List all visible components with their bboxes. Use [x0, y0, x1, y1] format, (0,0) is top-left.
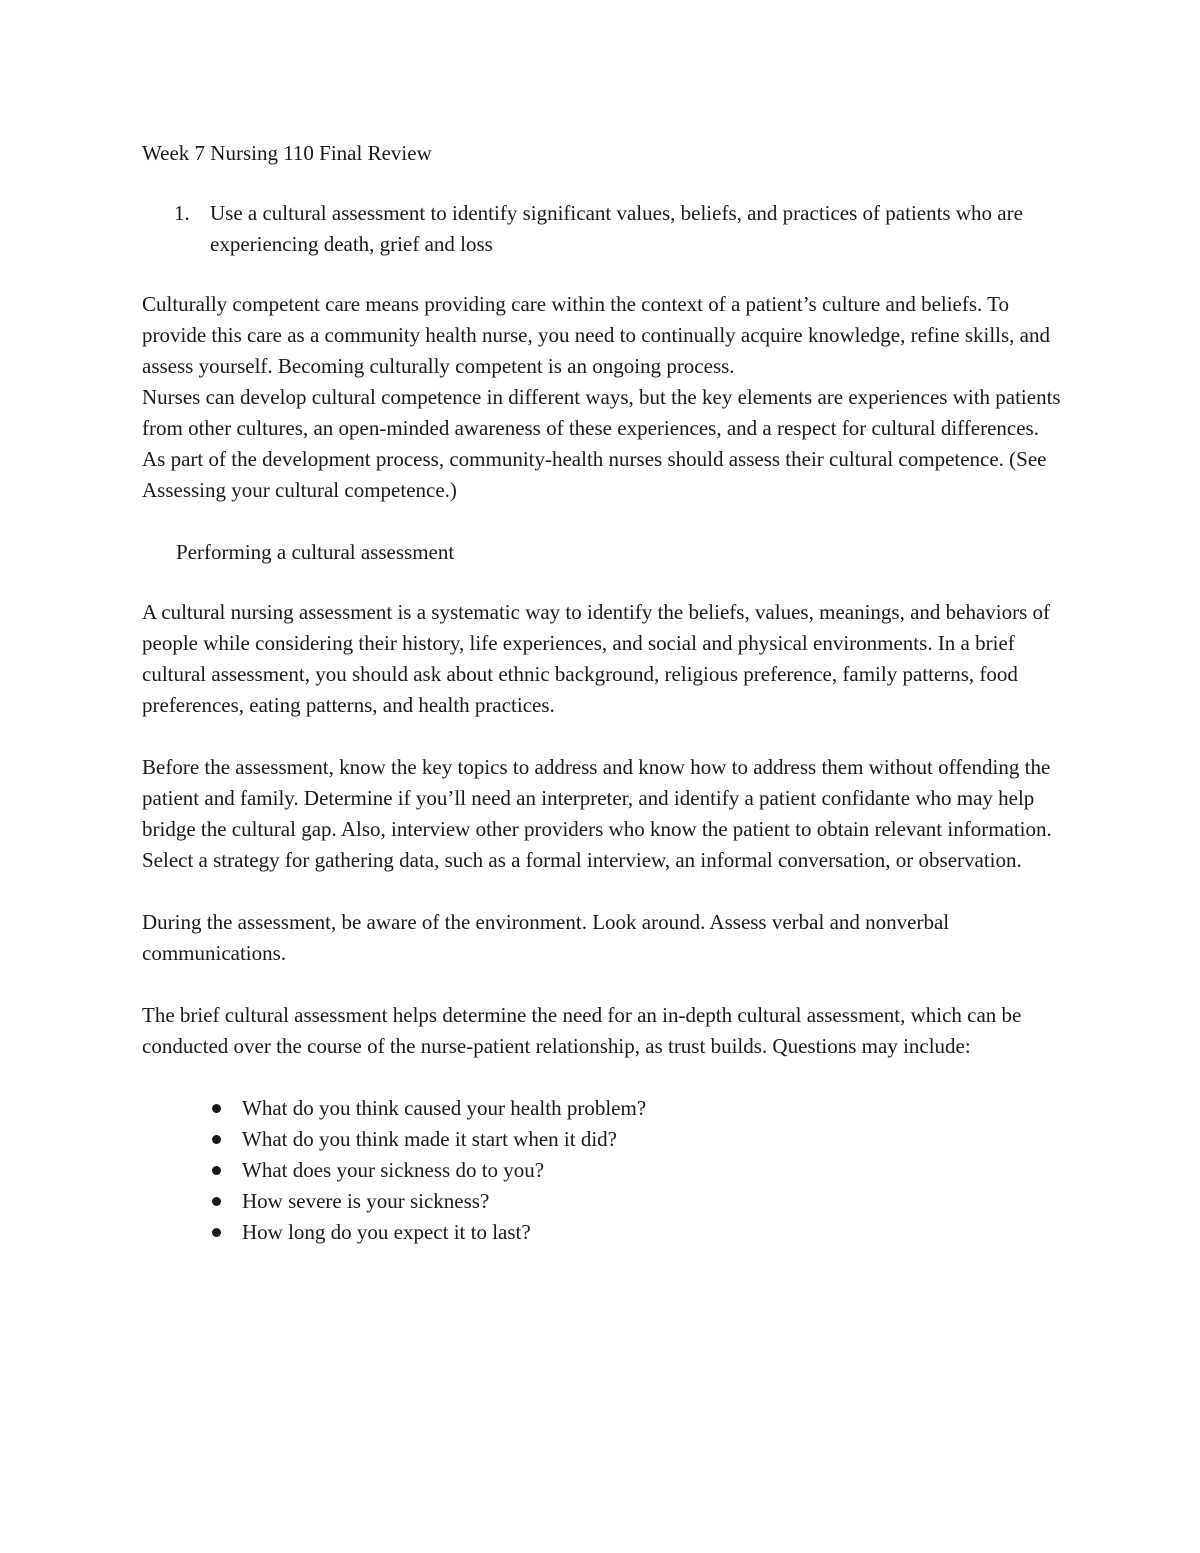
list-item — [142, 1155, 1062, 1186]
section-heading: Performing a cultural assessment — [176, 540, 455, 564]
question-text: How severe is your sickness? — [242, 1189, 490, 1213]
bullet-icon — [212, 1197, 221, 1206]
list-item — [142, 1186, 1062, 1217]
paragraph-cultural-competence: Culturally competent care means providing care within the context of a patient’s culture and beliefs. To provide this care as a community health nurse, you need to continually acquire knowledge, refine skills, and assess yourself. Becoming culturally competent is an ongoing process. — [142, 292, 1050, 378]
list-item — [142, 1124, 1062, 1155]
question-list — [142, 1093, 1062, 1248]
paragraph-before-assessment: Before the assessment, know the key topics to address and know how to address them without offending the patient and family. Determine if you’ll need an interpreter, and identify a patient confidante who may help bridge the cultural gap. Also, interview other providers who know the patient to obtain relevant information. Select a strategy for gathering data, such as a formal interview, an informal conversation, or observation. — [142, 755, 1052, 872]
bullet-icon — [212, 1135, 221, 1144]
paragraph-developing-competence: Nurses can develop cultural competence in different ways, but the key elements are experiences with patients from other cultures, an open-minded awareness of these experiences, and a respect for cultural differences. As part of the development process, community-health nurses should assess their cultural competence. (See Assessing your cultural competence.) — [142, 385, 1061, 502]
paragraph-during-assessment: During the assessment, be aware of the environment. Look around. Assess verbal and nonverbal communications. — [142, 910, 950, 965]
list-item — [142, 1217, 1062, 1248]
list-item — [142, 1093, 1062, 1124]
document-title: Week 7 Nursing 110 Final Review — [142, 141, 432, 165]
paragraph-assessment-definition: A cultural nursing assessment is a systematic way to identify the beliefs, values, meanings, and behaviors of people while considering their history, life experiences, and social and physical environments. In a brief cultural assessment, you should ask about ethnic background, religious preference, family patterns, food preferences, eating patterns, and health practices. — [142, 600, 1051, 717]
numbered-item — [142, 198, 1062, 260]
question-text: What do you think caused your health problem? — [242, 1096, 647, 1120]
question-text: What does your sickness do to you? — [242, 1158, 545, 1182]
numbered-item-text: Use a cultural assessment to identify significant values, beliefs, and practices of patients who are experiencing death, grief and loss — [210, 201, 1023, 256]
numbered-list — [142, 198, 1062, 260]
question-text: What do you think made it start when it did? — [242, 1127, 618, 1151]
paragraph-brief-assessment: The brief cultural assessment helps determine the need for an in-depth cultural assessment, which can be conducted over the course of the nurse-patient relationship, as trust builds. Questions may include: — [142, 1003, 1022, 1058]
list-number: 1. — [174, 201, 190, 225]
document-body — [142, 138, 1062, 1248]
bullet-icon — [212, 1166, 221, 1175]
bullet-icon — [212, 1228, 221, 1237]
question-text: How long do you expect it to last? — [242, 1220, 531, 1244]
bullet-icon — [212, 1104, 221, 1113]
